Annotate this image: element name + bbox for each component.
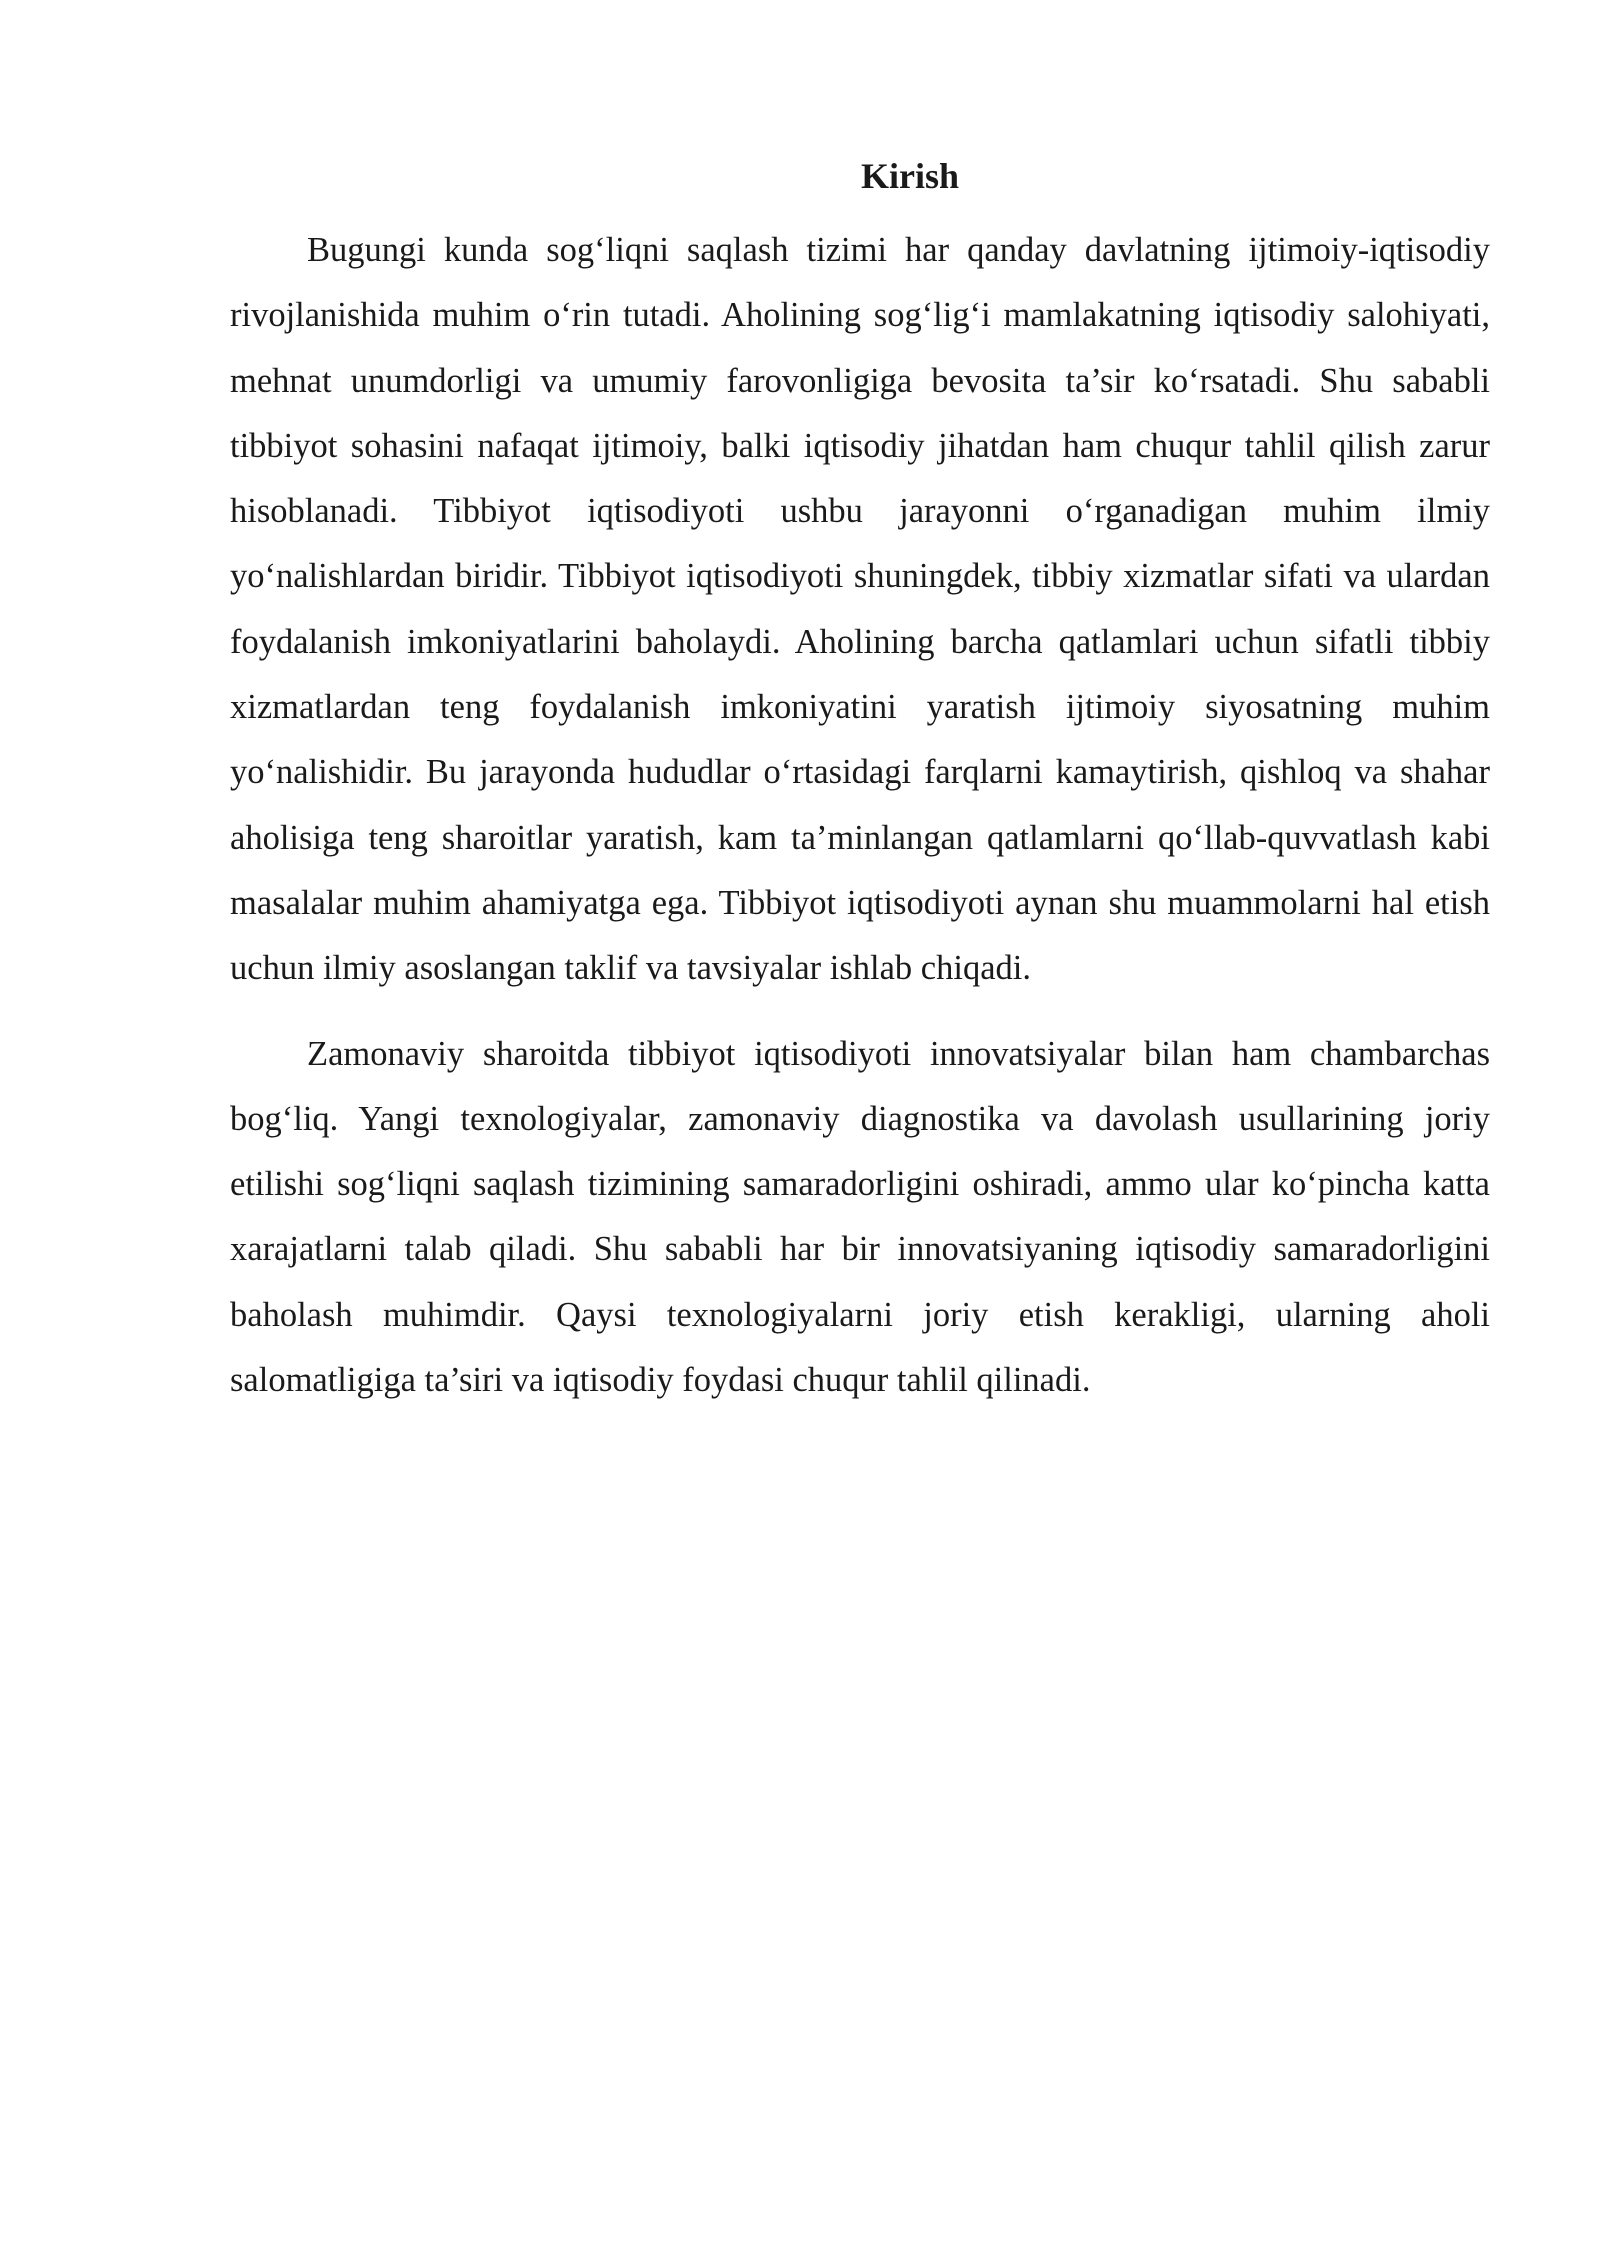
page-title: Kirish <box>860 156 959 196</box>
paragraph-1: Bugungi kunda sog‘liqni saqlash tizimi har qanday davlatning ijtimoiy-iqtisodiy rivojlanishida muhim o‘rin tutadi. Aholining sog‘lig‘i mamlakatning iqtisodiy salohiyati, mehnat unumdorligi va umumiy farovonligiga bevosita ta’sir ko‘rsatadi. Shu sababli tibbiyot sohasini nafaqat ijtimoiy, balki iqtisodiy jihatdan ham chuqur tahlil qilish zarur hisoblanadi. Tibbiyot iqtisodiyoti ushbu jarayonni o‘rganadigan muhim ilmiy yo‘nalishlardan biridir. Tibbiyot iqtisodiyoti shuningdek, tibbiy xizmatlar sifati va ulardan foydalanish imkoniyatlarini baholaydi. Aholining barcha qatlamlari uchun sifatli tibbiy xizmatlardan teng foydalanish imkoniyatini yaratish ijtimoiy siyosatning muhim yo‘nalishidir. Bu jarayonda hududlar o‘rtasidagi farqlarni kamaytirish, qishloq va shahar aholisiga teng sharoitlar yaratish, kam ta’minlangan qatlamlarni qo‘llab-quvvatlash kabi masalalar muhim ahamiyatga ega. Tibbiyot iqtisodiyoti aynan shu muammolarni hal etish uchun ilmiy asoslangan taklif va tavsiyalar ishlab chiqadi. <box>230 231 1490 988</box>
paragraph-2: Zamonaviy sharoitda tibbiyot iqtisodiyoti innovatsiyalar bilan ham chambarchas bog‘liq. Yangi texnologiyalar, zamonaviy diagnostika va davolash usullarining joriy etilishi sog‘liqni saqlash tizimining samaradorligini oshiradi, ammo ular ko‘pincha katta xarajatlarni talab qiladi. Shu sababli har bir innovatsiyaning iqtisodiy samaradorligini baholash muhimdir. Qaysi texnologiyalarni joriy etish kerakligi, ularning aholi salomatligiga ta’siri va iqtisodiy foydasi chuqur tahlil qilinadi. <box>230 1034 1490 1400</box>
document-body <box>230 150 1490 1433</box>
